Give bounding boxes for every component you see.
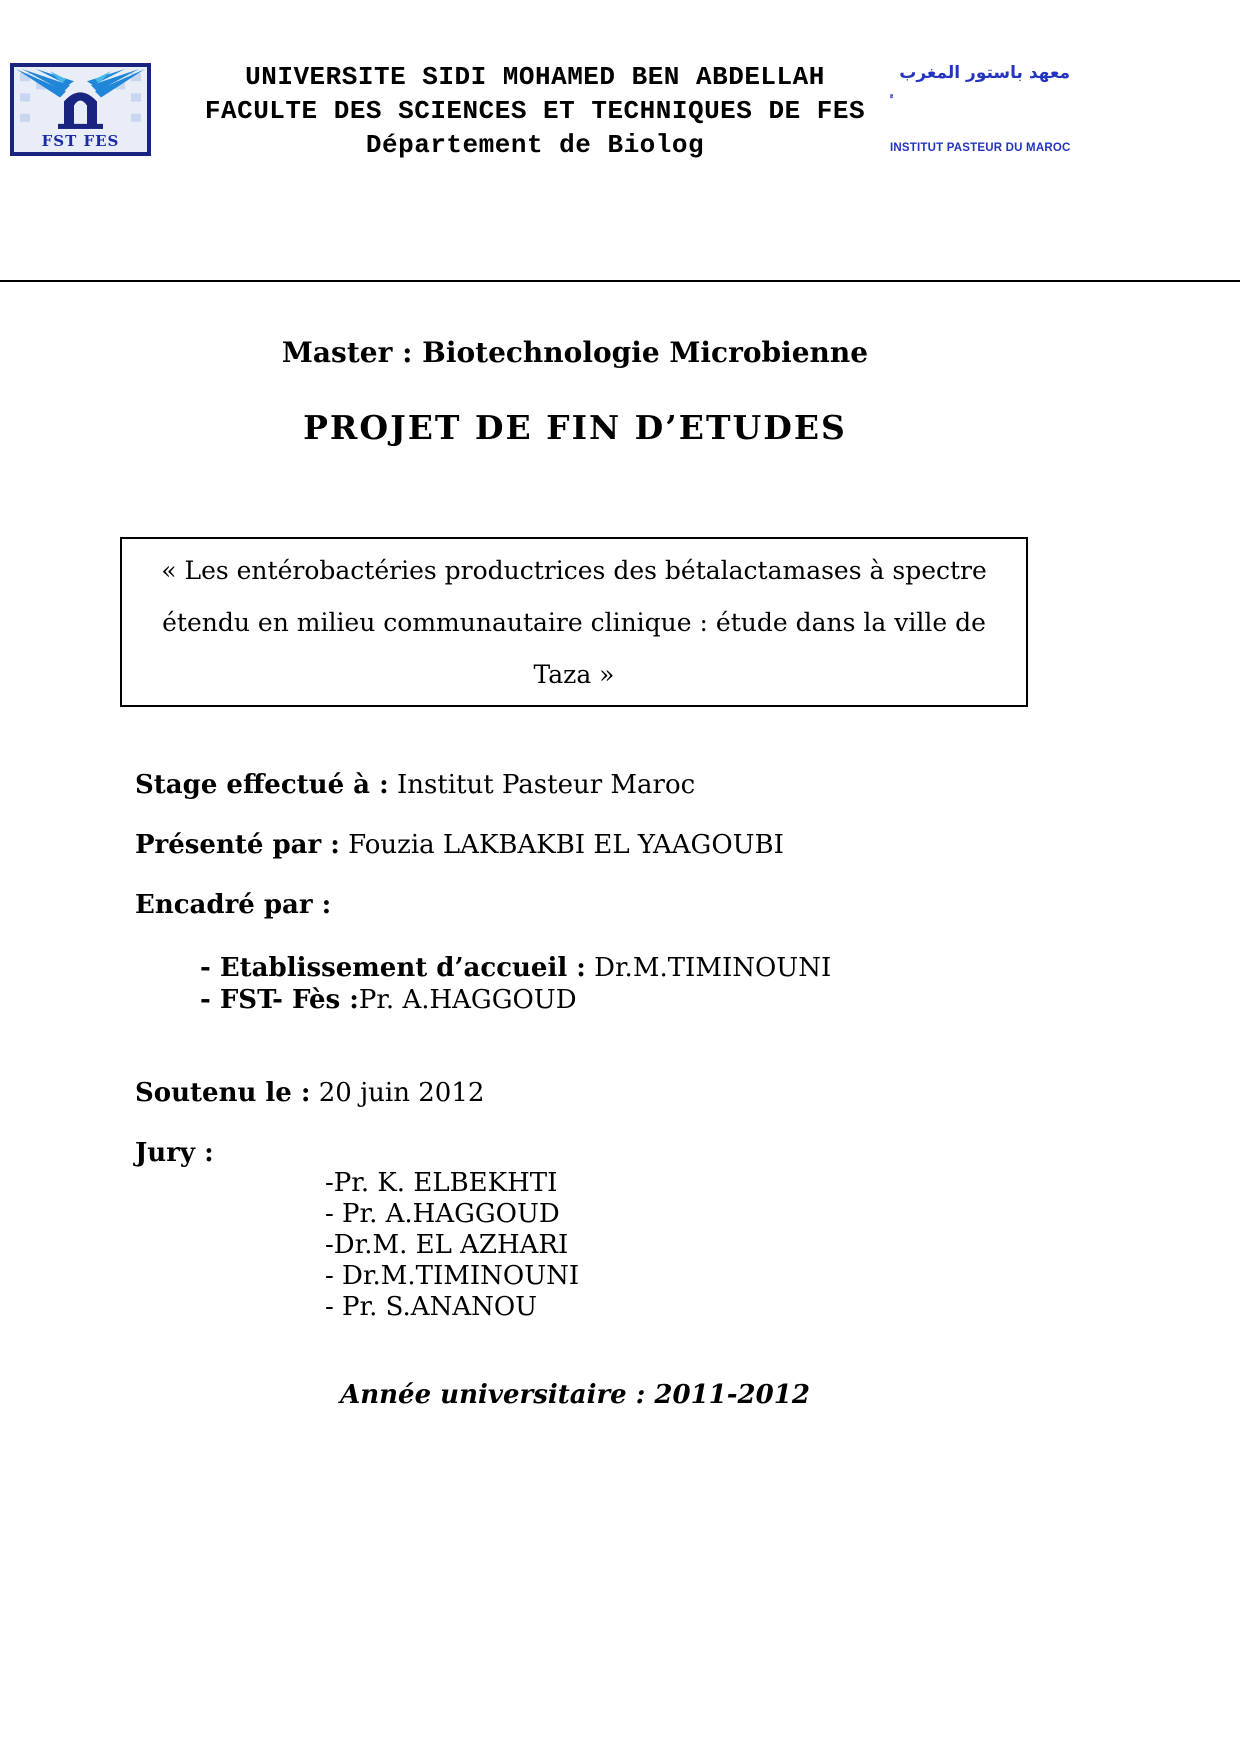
stage-value: Institut Pasteur Maroc bbox=[396, 770, 696, 800]
jury-member: - Dr.M.TIMINOUNI bbox=[325, 1261, 580, 1291]
encadre-item-value: Pr. A.HAGGOUD bbox=[358, 985, 577, 1015]
encadre-item-value: Dr.M.TIMINOUNI bbox=[594, 953, 832, 983]
jury-list bbox=[325, 1168, 579, 1323]
stage-label: Stage effectué à : bbox=[135, 770, 389, 800]
master-title: Master : Biotechnologie Microbienne bbox=[281, 336, 869, 369]
pasteur-caption-label: INSTITUT PASTEUR DU MAROC bbox=[890, 142, 1071, 154]
presente-line bbox=[135, 830, 784, 860]
pasteur-logo-top bbox=[890, 56, 1070, 140]
jury-label: Jury : bbox=[135, 1138, 214, 1168]
university-name: UNIVERSITE SIDI MOHAMED BEN ABDELLAH bbox=[245, 62, 825, 92]
presente-value: Fouzia LAKBAKBI EL YAAGOUBI bbox=[348, 830, 784, 860]
horizontal-divider bbox=[0, 280, 1240, 282]
soutenu-label: Soutenu le : bbox=[135, 1078, 311, 1108]
pasteur-p-icon bbox=[890, 56, 893, 136]
academic-year: Année universitaire : 2011-2012 bbox=[340, 1380, 810, 1410]
department-name: Département de Biolog bbox=[365, 130, 705, 160]
fst-logo-label: FST FES bbox=[41, 132, 120, 150]
jury-member: - Pr. A.HAGGOUD bbox=[325, 1199, 560, 1229]
jury-member: - Pr. S.ANANOU bbox=[325, 1292, 538, 1322]
pasteur-logo bbox=[890, 56, 1070, 168]
encadre-item-label: - FST- Fès : bbox=[200, 985, 359, 1015]
encadre-item-label: - Etablissement d’accueil : bbox=[200, 953, 586, 983]
stage-line bbox=[135, 770, 695, 800]
pasteur-arabic-label: معهد باستور المغرب bbox=[899, 63, 1070, 83]
fst-logo-art-icon bbox=[14, 67, 147, 132]
jury-line bbox=[135, 1138, 214, 1168]
university-header bbox=[165, 60, 905, 162]
subject-box bbox=[120, 537, 1028, 707]
faculty-name: FACULTE DES SCIENCES ET TECHNIQUES DE FES bbox=[204, 96, 866, 126]
jury-member: -Pr. K. ELBEKHTI bbox=[325, 1168, 558, 1198]
subject-line-3: Taza » bbox=[533, 660, 615, 689]
subject-line-2: étendu en milieu communautaire clinique : étude dans la ville de bbox=[162, 608, 986, 637]
soutenu-line bbox=[135, 1078, 484, 1108]
project-title: PROJET DE FIN D’ETUDES bbox=[303, 408, 847, 447]
encadre-item-fst bbox=[200, 984, 831, 1016]
presente-label: Présenté par : bbox=[135, 830, 340, 860]
encadre-item-etablissement bbox=[200, 952, 831, 984]
jury-member: -Dr.M. EL AZHARI bbox=[325, 1230, 569, 1260]
encadre-label: Encadré par : bbox=[135, 890, 332, 920]
encadre-items bbox=[200, 952, 831, 1016]
encadre-line bbox=[135, 890, 331, 920]
soutenu-value: 20 juin 2012 bbox=[318, 1078, 485, 1108]
subject-line-1: « Les entérobactéries productrices des bétalactamases à spectre bbox=[161, 556, 987, 585]
fst-logo bbox=[10, 63, 151, 156]
